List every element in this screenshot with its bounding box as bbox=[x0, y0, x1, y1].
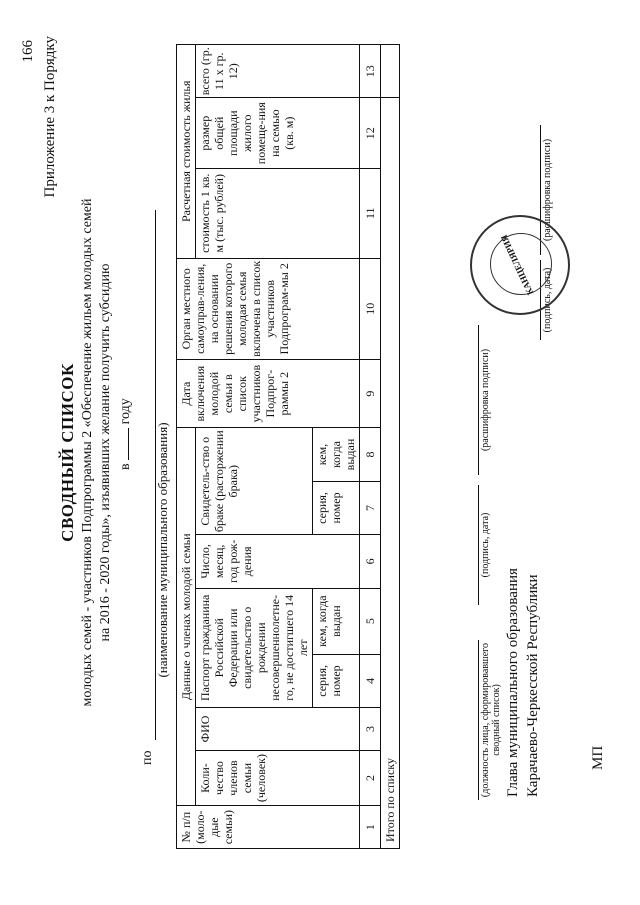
mp-label: МП bbox=[590, 745, 606, 770]
total-row bbox=[381, 45, 400, 849]
header-total-cost: всего (гр. 11 х гр. 12) bbox=[196, 45, 360, 98]
header-family-group: Данные о членах молодой семьи bbox=[177, 428, 196, 806]
header-area: размер общей площади жилого помеще-ния на семью (кв. м) bbox=[196, 98, 360, 168]
subtitle-line-2: на 2016 - 2020 годы», изъявивших желание получить субсидию bbox=[98, 263, 113, 642]
column-number-row bbox=[360, 45, 381, 849]
header-index: № п/п (моло-дые семьи) bbox=[177, 806, 360, 849]
head-decoding-caption: (расшифровка подписи) bbox=[542, 138, 553, 242]
header-inclusion-date: Дата включения молодой семьи в список участников Подпрог-раммы 2 bbox=[177, 360, 360, 428]
header-cost-per-sqm: стоимость 1 кв. м (тыс. рублей) bbox=[196, 168, 360, 258]
subtitle-line-1: молодых семей - участников Подпрограммы 2 «Обеспечение жильем молодых семей bbox=[80, 198, 95, 707]
signature-line-sign-date bbox=[478, 485, 479, 605]
column-number: 7 bbox=[360, 481, 381, 534]
appendix-label: Приложение 3 к Порядку bbox=[42, 36, 58, 198]
header-cost-group: Расчетная стоимость жилья bbox=[177, 45, 196, 259]
document-title: СВОДНЫЙ СПИСОК bbox=[58, 363, 77, 542]
signature-line-position bbox=[478, 640, 479, 800]
header-fio: ФИО bbox=[196, 708, 360, 751]
year-blank bbox=[116, 428, 129, 460]
year-suffix: году bbox=[118, 398, 133, 425]
column-number: 3 bbox=[360, 708, 381, 751]
header-passport-series: серия, номер bbox=[313, 654, 360, 707]
column-number: 10 bbox=[360, 258, 381, 359]
header-passport: Паспорт гражданина Российской Федерации или свидетельство о рождении несовершеннолетне-го, не достигшего 14 лет bbox=[196, 588, 313, 708]
signature-line-decoding bbox=[478, 325, 479, 475]
header-birth-date: Число, месяц, год рож-дения bbox=[196, 535, 360, 588]
column-number: 13 bbox=[360, 45, 381, 98]
header-member-count: Коли-чество членов семьи (человек) bbox=[196, 750, 360, 806]
header-marriage-series: серия, номер bbox=[313, 481, 360, 534]
column-number: 5 bbox=[360, 588, 381, 654]
head-signature-caption: (подпись, дата) bbox=[542, 267, 553, 333]
page-number: 166 bbox=[20, 40, 36, 63]
column-number: 2 bbox=[360, 750, 381, 806]
official-seal bbox=[470, 215, 570, 315]
signature-caption-decoding: (расшифровка подписи) bbox=[480, 348, 491, 452]
column-number: 11 bbox=[360, 168, 381, 258]
municipality-line bbox=[140, 751, 156, 766]
column-number: 9 bbox=[360, 360, 381, 428]
signature-caption-sign-date: (подпись, дата) bbox=[480, 512, 491, 578]
signature-caption-position: (должность лица, сформировавшего сводный список) bbox=[480, 642, 502, 798]
summary-table bbox=[176, 44, 400, 849]
header-passport-issued: кем, когда выдан bbox=[313, 588, 360, 654]
column-number: 6 bbox=[360, 535, 381, 588]
header-local-authority: Орган местного самоуправ-ления, на основании решения которого молодая семья включена в список участников Подпрограм-мы 2 bbox=[177, 258, 360, 359]
year-prefix: в bbox=[118, 463, 133, 470]
total-label: Итого по списку bbox=[381, 98, 400, 849]
head-title-line-1: Глава муниципального образования bbox=[505, 568, 521, 797]
head-title-line-2: Карачаево-Черкесской Республики bbox=[525, 574, 541, 797]
header-marriage-cert: Свидетель-ство о браке (расторжении брака) bbox=[196, 428, 313, 535]
column-number: 8 bbox=[360, 428, 381, 481]
column-number: 12 bbox=[360, 98, 381, 168]
seal-center-text: КАНЦЕЛЯРИЯ bbox=[498, 233, 536, 297]
total-value-cell bbox=[381, 45, 400, 98]
municipality-caption: (наименование муниципального образования) bbox=[155, 422, 170, 678]
column-number: 1 bbox=[360, 806, 381, 849]
header-marriage-issued: кем, когда выдан bbox=[313, 428, 360, 481]
year-line bbox=[116, 398, 134, 470]
column-number: 4 bbox=[360, 654, 381, 707]
municipality-prefix: по bbox=[140, 750, 155, 765]
